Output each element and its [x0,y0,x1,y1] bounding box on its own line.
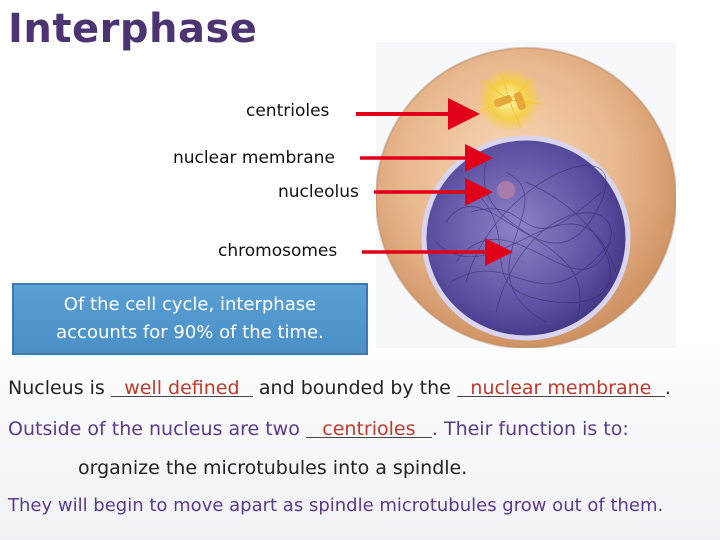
slide-title: Interphase [8,6,258,52]
nucleolus-shape [497,181,515,199]
label-nucleolus: nucleolus [278,182,359,202]
label-nuclear-membrane: nuclear membrane [173,148,335,168]
statement-centrioles [8,418,629,440]
answer-nuclear-membrane: nuclear membrane [457,377,665,399]
interphase-callout [12,283,368,355]
answer-centrioles: centrioles [306,418,432,440]
statement-nucleus-prefix: Nucleus is [8,377,111,399]
statement-movement: They will begin to move apart as spindle microtubules grow out of them. [8,495,664,516]
label-chromosomes: chromosomes [218,241,338,261]
statement-centrioles-prefix: Outside of the nucleus are two [8,418,306,440]
statement-nucleus-middle: and bounded by the [252,377,457,399]
statement-centrioles-suffix: . Their function is to: [431,418,629,440]
cell-illustration [376,42,676,348]
statement-nucleus [8,377,671,399]
statement-function: organize the microtubules into a spindle. [78,457,468,479]
callout-line-2: accounts for 90% of the time. [56,322,324,343]
label-centrioles: centrioles [246,101,330,121]
callout-line-1: Of the cell cycle, interphase [63,294,317,315]
answer-well-defined: well defined [111,377,253,399]
statement-nucleus-suffix: . [664,377,671,399]
